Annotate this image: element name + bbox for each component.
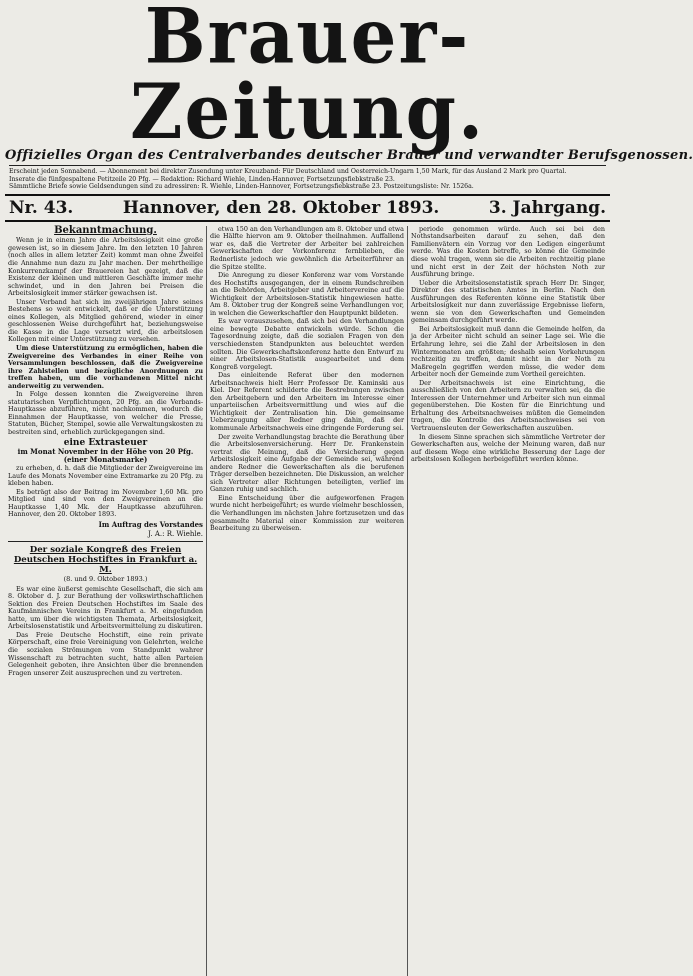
paragraph: In diesem Sinne sprachen sich sämmtliche Vertreter der Gewerkschaften aus, welche der Meinung waren, daß nur auf diesem Wege eine wirkliche Besserung der Lage der arbeitslosen Kollegen herbeigeführt werden könne. — [411, 432, 605, 464]
signature-line: Im Auftrag des Vorstandes — [98, 520, 203, 530]
signature-name: J. A.: R. Wiehle. — [148, 529, 203, 538]
paragraph: Das einleitende Referat über den modernen Arbeitsnachweis hielt Herr Professor Dr. Kaminski aus Kiel. Der Referent schilderte die Bestrebungen zwischen den Arbeitgebern und den Arbeitern im Interesse einer unparteiischen Arbeitsvermittlung und wies auf die Wichtigkeit der Zentralisation hin. Die gemeinsame Ueberzeugung aller Redner ging dahin, daß der kommunale Arbeitsnachweis eine dringende Forderung sei. — [210, 371, 404, 432]
paragraph: Es beträgt also der Beitrag im November 1,60 Mk. pro Mitglied und sind von den Zweigvereinen an die Hauptkasse 1,40 Mk. der Hauptkasse abzuführen. Hannover, den 20. Oktober 1893. — [8, 487, 203, 519]
subscription-terms — [9, 165, 606, 191]
issue-dateline: Hannover, den 28. Oktober 1893. — [122, 197, 440, 218]
notice-heading: Bekanntmachung. — [54, 224, 157, 236]
paragraph: Es war eine äußerst gemischte Gesellschaft, die sich am 8. Oktober d. J. zur Berathung der volkswirthschaftlichen Sektion des Freien Deutschen Hochstiftes im Saale des Kaufmännischen Vereins in Frankfurt a. M. eingefunden hatte, um über die wichtigsten Themata, Arbeitslosigkeit, Arbeitslosenstatistik und Arbeitsvermittelung zu diskutiren. — [8, 584, 203, 631]
paragraph: Das Freie Deutsche Hochstift, eine rein private Körperschaft, eine freie Vereinigung von Gelehrten, welche die sozialen Strömungen vom Standpunkt wahrer Wissenschaft zu betrachten sucht, hatte allen Parteien Gelegenheit geboten, ihre Ansichten über die brennenden Fragen unserer Zeit auszusprechen und zu vertreten. — [8, 630, 203, 677]
masthead-title: Brauer-Zeitung. — [129, 0, 486, 156]
terms-line: Sämmtliche Briefe sowie Geldsendungen sind zu adressiren: R. Wiehle, Linden-Hannover, Fortsetzungsfiebkstraße 23. Postzeitungsliste: Nr. 1526a. — [9, 183, 474, 191]
paragraph: Eine Entscheidung über die aufgeworfenen Fragen wurde nicht herbeigeführt; es wurde vielmehr beschlossen, die Verhandlungen im nächsten Jahre fortzusetzen und das gesammelte Material einer Kommission zur weiteren Bearbeitung zu überweisen. — [210, 493, 404, 533]
paragraph: In Folge dessen konnten die Zweigvereine ihren statutarischen Verpflichtungen, 20 Pfg. an die Verbands-Hauptkasse abzuführen, nicht nachkommen, wodurch die Einnahmen der Hauptkasse, von welcher die Presse, Statuten, Bücher, Stempel, sowie alle Verwaltungskosten zu bestreiten sind, erheblich zurückgegangen sind. — [8, 390, 203, 436]
column-1 — [5, 226, 206, 976]
issue-bar — [5, 194, 610, 222]
paragraph: Um diese Unterstützung zu ermöglichen, haben die Zweigvereine des Verbandes in einer Reihe von Versammlungen beschlossen, daß die Zweigvereine ihre Zahlstellen und bezügliche Anordnungen zu treffen haben, um die vorhandenen Mittel nicht anderweitig zu verwenden. — [8, 343, 203, 390]
newspaper-page — [5, 0, 693, 900]
congress-date: (8. und 9. Oktober 1893.) — [63, 575, 148, 584]
issue-volume: 3. Jahrgang. — [488, 197, 606, 218]
article-columns — [5, 226, 610, 976]
divider — [8, 541, 203, 542]
column-3 — [407, 226, 608, 976]
subtitle: Offizielles Organ des Centralverbandes deutscher Brauer und verwandter Berufsgenossen. — [5, 148, 693, 163]
paragraph: Es war vorauszusehen, daß sich bei den Verhandlungen eine bewegte Debatte entwickeln würde. Schon die Tagesordnung zeigte, daß die sozialen Fragen von den verschiedensten Standpunkten aus beleuchtet werden sollten. Die Gewerkschaftskonferenz hatte den Entwurf zu einer Arbeitslosen-Statistik ausgearbeitet und dem Kongreß vorgelegt. — [210, 317, 404, 371]
paragraph: Wenn je in einem Jahre die Arbeitslosigkeit eine große gewesen ist, so in diesem Jahre. Im den letzten 10 Jahren (noch alles in allem letzter Zeit) kommt man ohne Zweifel die Annahme nun dazu zu Jahr machen. Der mehrtheilige Konkurrenzkampf der Brauereien hat gezeigt, daß die Existenz der kleinen und mittleren Geschäfte immer mehr schwindet, und in den Jahren bei Preisen die Arbeitslosigkeit immer stärker gewachsen ist. — [8, 236, 203, 298]
paragraph: Die Anregung zu dieser Konferenz war vom Vorstande des Hochstifts ausgegangen, der in einem Rundschreiben an die Behörden, Arbeitgeber und Arbeitervereine auf die Wichtigkeit der Arbeitslosen-Statistik hingewiesen hatte. Am 8. Oktober trug der Kongreß seine Verhandlungen vor, in welchen die Gewerkschaftler den Hauptpunkt bildeten. — [210, 271, 404, 317]
paragraph: Ueber die Arbeitslosenstatistik sprach Herr Dr. Singer, Direktor des statistischen Amtes in Berlin. Nach den Ausführungen des Referenten könne eine Statistik über Arbeitslosigkeit nur dann zuverlässige Ergebnisse liefern, wenn sie von den Gewerkschaften und Gemeinden gemeinsam durchgeführt werde. — [411, 278, 605, 325]
paragraph: Unser Verband hat sich im zweijährigen Jahre seines Bestehens so weit entwickelt, daß er die Unterstützung eines Kollegen, als Mitglied gehörend, wieder in einer geschlossenen Weise durchgeführt hat, beziehungsweise die Kasse in die Lage versetzt wird, die arbeitslosen Kollegen mit einer Unterstützung zu versehen. — [8, 297, 203, 344]
paragraph: etwa 150 an den Verhandlungen am 8. Oktober und etwa die Hälfte hiervon am 9. Oktober theilnahmen. Auffallend war es, daß die Vertreter der Arbeiter bei zahlreichen Gewerkschaften der Vorkonferenz fernblieben, die Rednerliste jedoch wie gewöhnlich die Arbeiterführer an die Spitze stellte. — [210, 224, 404, 271]
extra-tax-subheading: im Monat November in der Höhe von 20 Pfg. (einer Monatsmarke) — [17, 447, 194, 464]
paragraph: Der Arbeitsnachweis ist eine Einrichtung, die ausschließlich von den Arbeitern zu verwalten sei, da die Interessen der Unternehmer und Arbeiter sich nun einmal gegenüberstehen. Die Kosten für die Einrichtung und Erhaltung des Arbeitsnachweises müßten die Gemeinden tragen, die Kontrolle des Arbeitsnachweises sei von Vertrauensleuten der Gewerkschaften auszuüben. — [411, 378, 605, 432]
issue-number: Nr. 43. — [9, 197, 74, 218]
congress-heading: Der soziale Kongreß des Freien Deutschen Hochstiftes in Frankfurt a. M. — [13, 545, 198, 576]
paragraph: Bei Arbeitslosigkeit muß dann die Gemeinde helfen, da ja der Arbeiter nicht schuld an seiner Lage sei. Wie die Erfahrung lehre, sei die Zahl der Arbeitslosen in den Wintermonaten am größten; deshalb seien Vorkehrungen rechtzeitig zu treffen, damit nicht in der Noth zu Maßregeln gegriffen werden müsse, die weder dem Arbeiter noch der Gemeinde zum Vortheil gereichten. — [411, 324, 605, 379]
extra-tax-heading: eine Extrasteuer — [63, 437, 148, 448]
paragraph: zu erheben, d. h. daß die Mitglieder der Zweigvereine im Laufe des Monats November eine Extramarke zu 20 Pfg. zu kleben haben. — [8, 464, 203, 488]
paragraph: Der zweite Verhandlungstag brachte die Berathung über die Arbeitslosenversicherung. Herr Dr. Frankenstein vertrat die Meinung, daß die Versicherung gegen Arbeitslosigkeit eine Aufgabe der Gemeinde sei, während andere Redner die Gewerkschaften als die berufenen Träger derselben bezeichneten. Die Diskussion, an welcher sich Vertreter aller Richtungen beteiligten, verlief im Ganzen ruhig und sachlich. — [210, 432, 404, 494]
column-2 — [206, 226, 407, 976]
terms-line: Erscheint jeden Sonnabend. — Abonnement bei direkter Zusendung unter Kreuzband: Für Deutschland und Oesterreich-Ungarn 1,50 Mark, für das Ausland 2 Mark pro Quartal. — [9, 168, 567, 175]
terms-line: Inserate die fünfgespaltene Petitzeile 20 Pfg. — Redaktion: Richard Wiehle, Linden-Hannover, Fortsetzungsfiebkstraße 23. — [9, 175, 395, 183]
paragraph: periode genommen würde. Auch sei bei den Nothstandsarbeiten darauf zu sehen, daß den Familienvätern ein Vorzug vor den Ledigen eingeräumt werde. Was die Kosten betreffe, so könne die Gemeinde diese wohl tragen, wenn sie die Arbeiten rechtzeitig plane und nicht erst in der Zeit der höchsten Noth zur Ausführung bringe. — [411, 224, 605, 279]
